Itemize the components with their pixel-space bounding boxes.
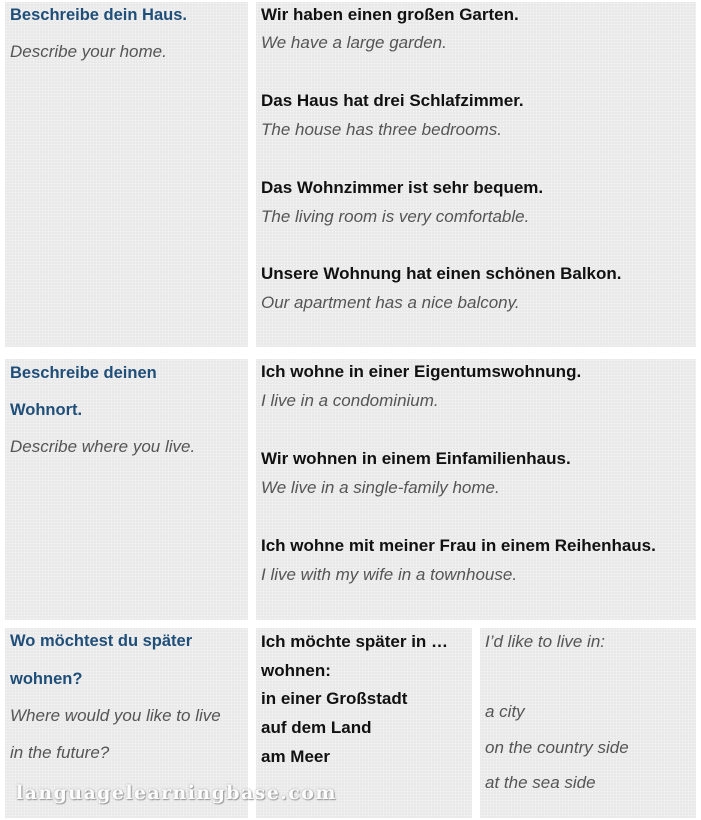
row1-question-heading: Beschreibe dein Haus. [10,6,187,24]
row1-sentence1-en: We have a large garden. [261,33,447,52]
row1-sentence4-de: Unsere Wohnung hat einen schönen Balkon. [261,264,622,283]
row2-sentence2-en: We live in a single-family home. [261,478,500,497]
row1-sentence3-en: The living room is very comfortable. [261,207,530,226]
row3-german-line4: auf dem Land [261,718,372,737]
row3-english-line1: I’d like to live in: [485,632,605,651]
row3-question-translation-line2: in the future? [10,743,110,762]
row3-german-line1: Ich möchte später in … [261,632,449,651]
row1-question-translation: Describe your home. [10,42,167,61]
row1-sentence3-de: Das Wohnzimmer ist sehr bequem. [261,178,544,197]
row2-question-translation: Describe where you live. [10,437,196,456]
row1-sentence2-de: Das Haus hat drei Schlafzimmer. [261,91,524,110]
row2-sentence3-de: Ich wohne mit meiner Frau in einem Reihenhaus. [261,536,656,555]
row1-sentence4-en: Our apartment has a nice balcony. [261,293,520,312]
row3-german-line5: am Meer [261,747,330,766]
row3-english-line4: at the sea side [485,773,596,792]
row3-german-line3: in einer Großstadt [261,689,408,708]
row2-sentence2-de: Wir wohnen in einem Einfamilienhaus. [261,449,571,468]
row2-question-heading-line2: Wohnort. [10,401,83,419]
row1-sentence1-de: Wir haben einen großen Garten. [261,5,519,24]
site-watermark: languagelearningbase.com [16,782,337,804]
row2-question-cell [5,359,248,620]
row3-english-cell [480,628,696,818]
row1-sentence2-en: The house has three bedrooms. [261,120,502,139]
row3-question-heading-line2: wohnen? [10,670,83,688]
row2-answer-cell [256,359,696,620]
row1-answer-cell [256,2,696,347]
row3-english-line2: a city [485,702,525,721]
row3-question-translation-line1: Where would you like to live [10,706,221,725]
row3-german-line2: wohnen: [261,661,331,680]
row1-question-cell [5,2,248,347]
row2-sentence1-en: I live in a condominium. [261,391,439,410]
row2-sentence1-de: Ich wohne in einer Eigentumswohnung. [261,362,582,381]
row3-english-line3: on the country side [485,738,629,757]
row2-sentence3-en: I live with my wife in a townhouse. [261,565,518,584]
row3-question-heading-line1: Wo möchtest du später [10,632,193,650]
row2-question-heading-line1: Beschreibe deinen [10,364,157,382]
